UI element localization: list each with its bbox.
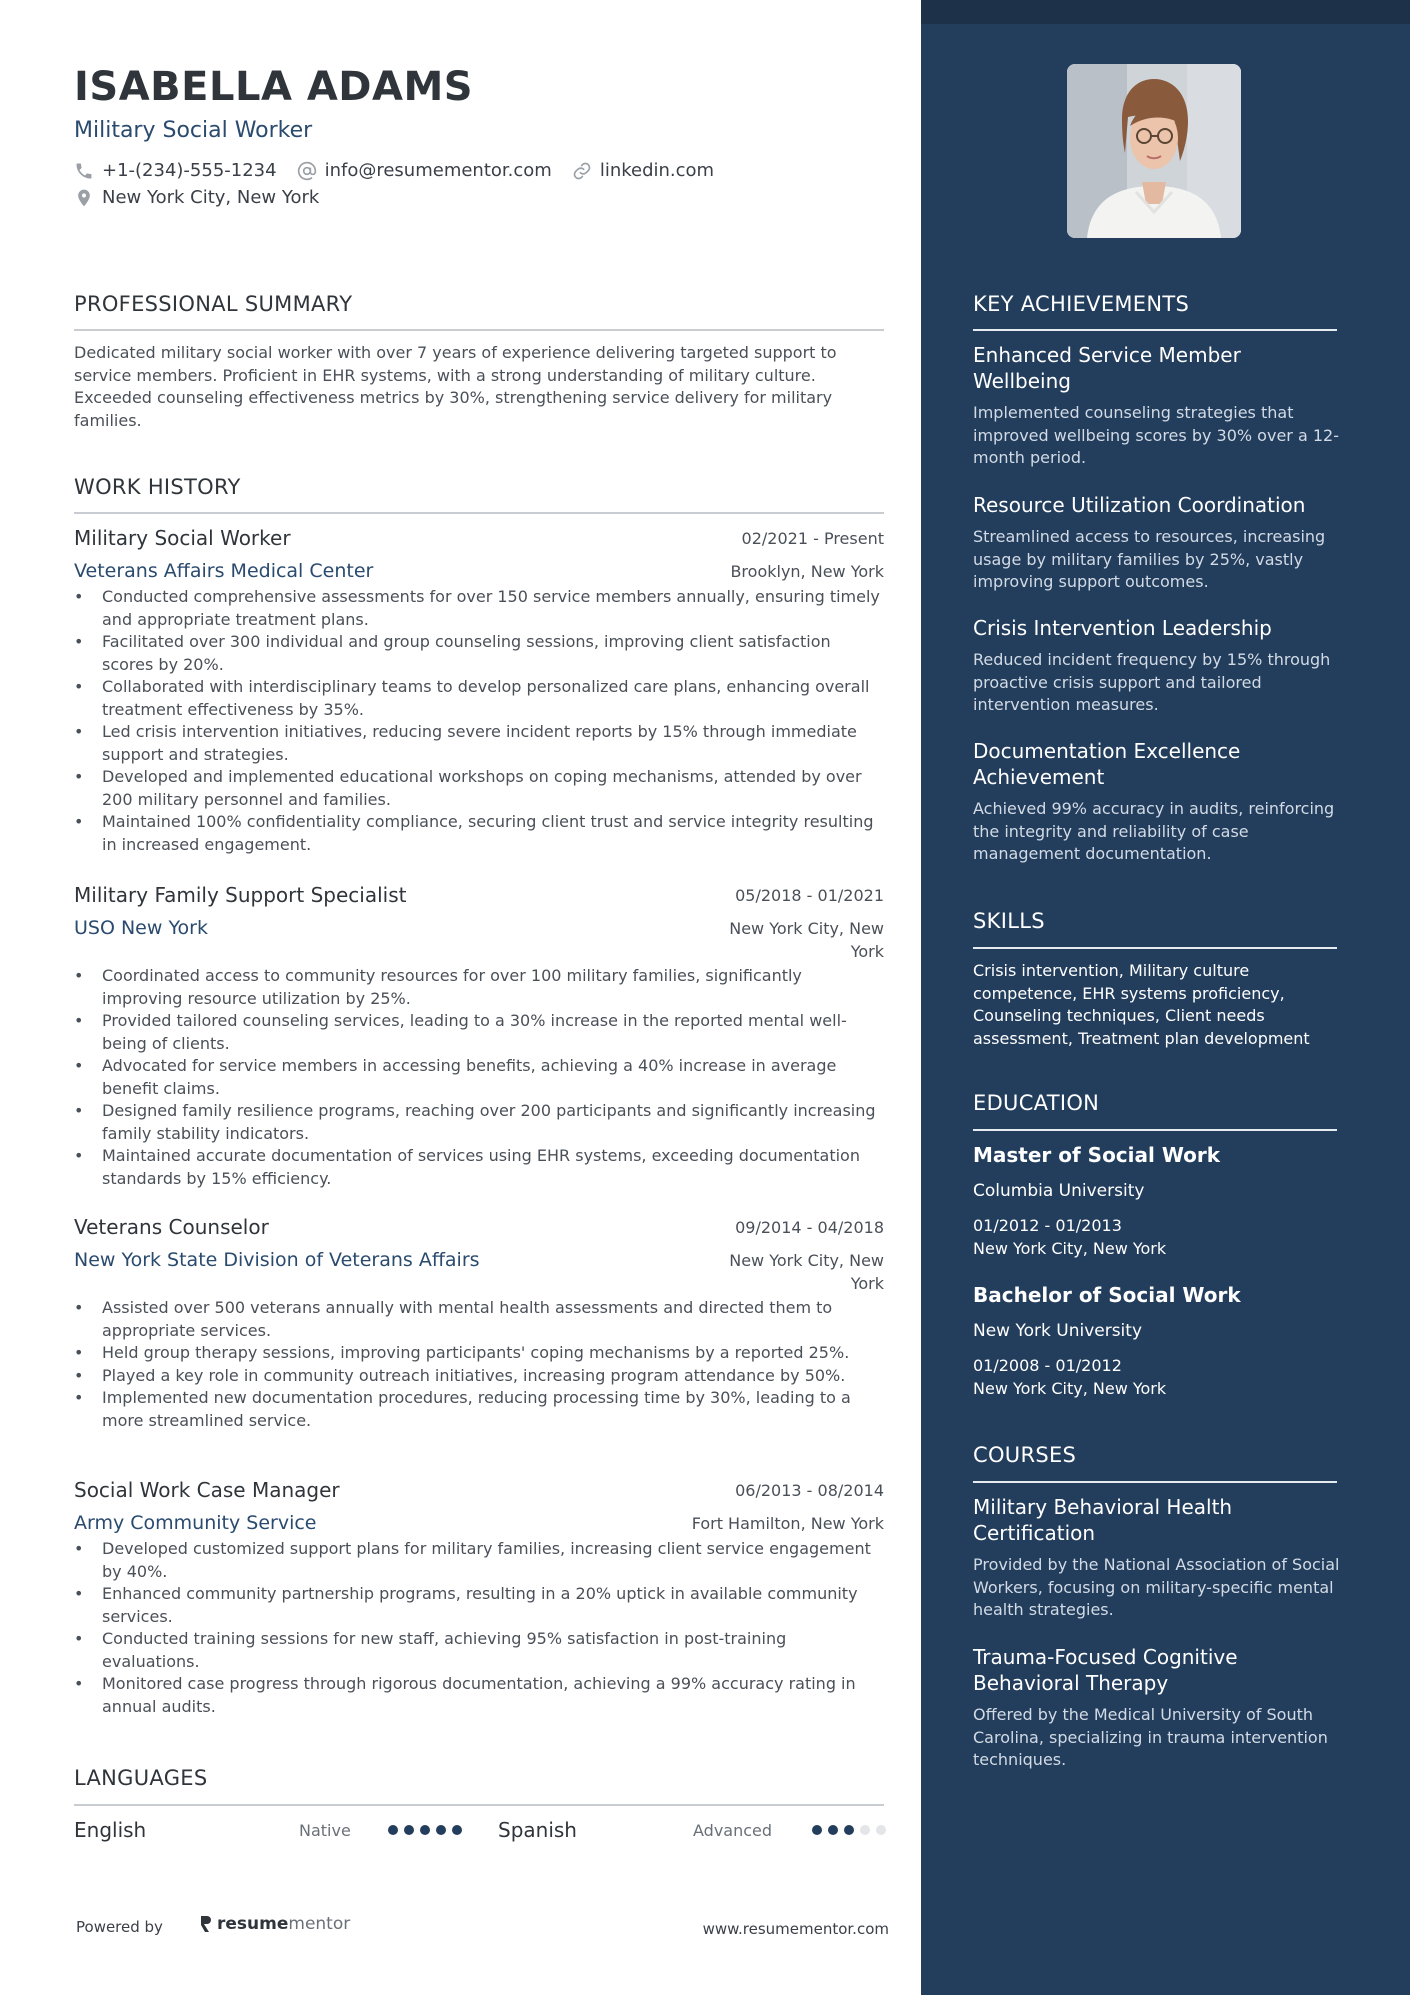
summary-heading: PROFESSIONAL SUMMARY	[74, 292, 353, 316]
skills-divider	[973, 947, 1337, 949]
job-bullet: • Enhanced community partnership programs, resulting in a 20% uptick in available community services.	[74, 1583, 884, 1628]
job-bullets	[74, 586, 884, 856]
job-bullet: • Maintained accurate documentation of services using EHR systems, exceeding documentation standards by 15% efficiency.	[74, 1145, 884, 1190]
education-item	[973, 1283, 1343, 1400]
achievement-item	[973, 492, 1343, 594]
rating-dot	[388, 1825, 398, 1835]
courses-heading: COURSES	[973, 1443, 1077, 1467]
job-location: New York City, New York	[729, 1251, 884, 1293]
job-bullet: • Implemented new documentation procedures, reducing processing time by 30%, leading to a more streamlined service.	[74, 1387, 884, 1432]
job-entry	[74, 1478, 884, 1718]
candidate-title: Military Social Worker	[74, 118, 313, 143]
job-dates: 09/2014 - 04/2018	[735, 1218, 884, 1237]
rating-dot	[452, 1825, 462, 1835]
job-bullet: • Collaborated with interdisciplinary teams to develop personalized care plans, enhancing overall treatment effectiveness by 35%.	[74, 676, 884, 721]
languages-divider	[74, 1804, 884, 1806]
job-entry	[74, 526, 884, 856]
education-heading: EDUCATION	[973, 1091, 1100, 1115]
job-company: USO New York	[74, 917, 208, 939]
achievement-title: Resource Utilization Coordination	[973, 493, 1306, 517]
achievement-desc: Implemented counseling strategies that improved wellbeing scores by 30% over a 12-month period.	[973, 403, 1339, 467]
logo-text-light: mentor	[288, 1914, 351, 1934]
logo-text-bold: resume	[217, 1914, 289, 1934]
job-bullets	[74, 1538, 884, 1718]
job-location: Brooklyn, New York	[730, 562, 884, 581]
job-bullet: • Developed and implemented educational workshops on coping mechanisms, attended by over 200 military personnel and families.	[74, 766, 884, 811]
job-bullet: • Monitored case progress through rigorous documentation, achieving a 99% accuracy rating in annual audits.	[74, 1673, 884, 1718]
language-level: Advanced	[693, 1821, 773, 1840]
job-bullet: • Advocated for service members in accessing benefits, achieving a 40% increase in average benefit claims.	[74, 1055, 884, 1100]
sidebar	[921, 0, 1410, 1995]
rating-dot	[404, 1825, 414, 1835]
education-school: Columbia University	[973, 1181, 1145, 1201]
contact-linkedin[interactable]	[572, 160, 714, 181]
job-dates: 05/2018 - 01/2021	[735, 886, 884, 905]
job-bullet: • Provided tailored counseling services, leading to a 30% increase in the reported mental well-being of clients.	[74, 1010, 884, 1055]
courses-divider	[973, 1481, 1337, 1483]
work-history-heading: WORK HISTORY	[74, 475, 241, 499]
education-item	[973, 1143, 1343, 1260]
achievement-desc: Achieved 99% accuracy in audits, reinforcing the integrity and reliability of case management documentation.	[973, 799, 1335, 863]
location-text: New York City, New York	[102, 187, 320, 208]
achievements-divider	[973, 329, 1337, 331]
course-title: Military Behavioral Health Certification	[973, 1495, 1233, 1545]
resumementor-logo-icon	[198, 1914, 212, 1934]
job-bullet: • Held group therapy sessions, improving participants' coping mechanisms by a reported 25%.	[74, 1342, 884, 1365]
candidate-name: ISABELLA ADAMS	[74, 64, 474, 110]
languages-heading: LANGUAGES	[74, 1766, 208, 1790]
job-bullet: • Played a key role in community outreach initiatives, increasing program attendance by 50%.	[74, 1365, 884, 1388]
job-bullets	[74, 965, 884, 1190]
job-company: Army Community Service	[74, 1512, 317, 1534]
rating-dot	[876, 1825, 886, 1835]
education-divider	[973, 1129, 1337, 1131]
job-title: Military Family Support Specialist	[74, 883, 407, 907]
course-title: Trauma-Focused Cognitive Behavioral Therapy	[973, 1645, 1238, 1695]
achievement-desc: Reduced incident frequency by 15% through proactive crisis support and tailored intervention measures.	[973, 650, 1331, 714]
rating-dot	[812, 1825, 822, 1835]
rating-dot	[436, 1825, 446, 1835]
work-history-divider	[74, 512, 884, 514]
language-level: Native	[299, 1821, 351, 1840]
job-title: Military Social Worker	[74, 526, 291, 550]
language-rating	[812, 1825, 892, 1835]
language-rating	[388, 1825, 468, 1835]
profile-photo	[1067, 64, 1241, 238]
job-bullet: • Assisted over 500 veterans annually with mental health assessments and directed them to appropriate services.	[74, 1297, 884, 1342]
achievement-item	[973, 738, 1343, 866]
language-name: English	[74, 1818, 147, 1842]
job-bullet: • Led crisis intervention initiatives, reducing severe incident reports by 15% through immediate support and strategies.	[74, 721, 884, 766]
achievement-title: Enhanced Service Member Wellbeing	[973, 343, 1241, 393]
education-location: New York City, New York	[973, 1238, 1167, 1258]
course-item	[973, 1644, 1343, 1772]
contact-row	[74, 160, 734, 181]
summary-divider	[74, 329, 884, 331]
link-icon	[572, 161, 592, 181]
education-degree: Bachelor of Social Work	[973, 1283, 1241, 1307]
achievement-item	[973, 342, 1343, 470]
job-dates: 02/2021 - Present	[741, 529, 884, 548]
language-name: Spanish	[498, 1818, 577, 1842]
course-item	[973, 1494, 1343, 1622]
contact-email[interactable]	[297, 160, 552, 181]
achievements-heading: KEY ACHIEVEMENTS	[973, 292, 1190, 316]
job-bullet: • Designed family resilience programs, reaching over 200 participants and significantly increasing family stability indicators.	[74, 1100, 884, 1145]
footer-url[interactable]: www.resumementor.com	[702, 1920, 889, 1938]
phone-icon	[74, 161, 94, 181]
job-entry	[74, 1215, 884, 1432]
job-dates: 06/2013 - 08/2014	[735, 1481, 884, 1500]
job-bullet: • Coordinated access to community resources for over 100 military families, significantly improving resource utilization by 25%.	[74, 965, 884, 1010]
at-icon	[297, 161, 317, 181]
job-company: New York State Division of Veterans Affairs	[74, 1249, 480, 1271]
education-school: New York University	[973, 1321, 1143, 1341]
job-bullet: • Maintained 100% confidentiality compliance, securing client trust and service integrity resulting in increased engagement.	[74, 811, 884, 856]
skills-text: Crisis intervention, Military culture competence, EHR systems proficiency, Counseling techniques, Client needs assessment, Treatment plan development	[973, 961, 1310, 1048]
rating-dot	[828, 1825, 838, 1835]
job-location: New York City, New York	[729, 919, 884, 961]
location-row	[74, 187, 339, 208]
achievement-item	[973, 615, 1343, 717]
job-location: Fort Hamilton, New York	[691, 1514, 884, 1533]
rating-dot	[420, 1825, 430, 1835]
education-dates: 01/2012 - 01/2013	[973, 1216, 1122, 1235]
education-degree: Master of Social Work	[973, 1143, 1221, 1167]
achievement-title: Crisis Intervention Leadership	[973, 616, 1272, 640]
location-pin-icon	[74, 188, 94, 208]
contact-phone	[74, 160, 277, 181]
job-title: Social Work Case Manager	[74, 1478, 340, 1502]
powered-by-label: Powered by	[76, 1918, 163, 1936]
contact-location	[74, 187, 319, 208]
email-link[interactable]: info@resumementor.com	[324, 160, 552, 181]
job-entry	[74, 883, 884, 1190]
job-bullet: • Facilitated over 300 individual and group counseling sessions, improving client satisfaction scores by 20%.	[74, 631, 884, 676]
linkedin-link[interactable]: linkedin.com	[599, 160, 715, 181]
achievement-desc: Streamlined access to resources, increasing usage by military families by 25%, vastly improving support outcomes.	[973, 527, 1326, 591]
job-bullets	[74, 1297, 884, 1432]
rating-dot	[844, 1825, 854, 1835]
job-title: Veterans Counselor	[74, 1215, 269, 1239]
course-desc: Offered by the Medical University of South Carolina, specializing in trauma intervention techniques.	[973, 1705, 1328, 1769]
job-company: Veterans Affairs Medical Center	[74, 560, 374, 582]
job-bullet: • Conducted training sessions for new staff, achieving 95% satisfaction in post-training evaluations.	[74, 1628, 884, 1673]
education-location: New York City, New York	[973, 1378, 1167, 1398]
phone-text: +1-(234)-555-1234	[102, 160, 277, 181]
course-desc: Provided by the National Association of Social Workers, focusing on military-specific mental health strategies.	[973, 1555, 1340, 1619]
resumementor-logo[interactable]	[198, 1914, 350, 1934]
job-bullet: • Developed customized support plans for military families, increasing client service engagement by 40%.	[74, 1538, 884, 1583]
skills-heading: SKILLS	[973, 909, 1045, 933]
job-bullet: • Conducted comprehensive assessments for over 150 service members annually, ensuring timely and appropriate treatment plans.	[74, 586, 884, 631]
summary-text: Dedicated military social worker with over 7 years of experience delivering targeted support to service members. Proficient in EHR systems, with a strong understanding of military culture. Exceeded counseling effectiveness metrics by 30%, strengthening service delivery for military families.	[74, 343, 837, 430]
rating-dot	[860, 1825, 870, 1835]
education-dates: 01/2008 - 01/2012	[973, 1356, 1122, 1375]
sidebar-top-band	[921, 0, 1410, 24]
achievement-title: Documentation Excellence Achievement	[973, 739, 1241, 789]
